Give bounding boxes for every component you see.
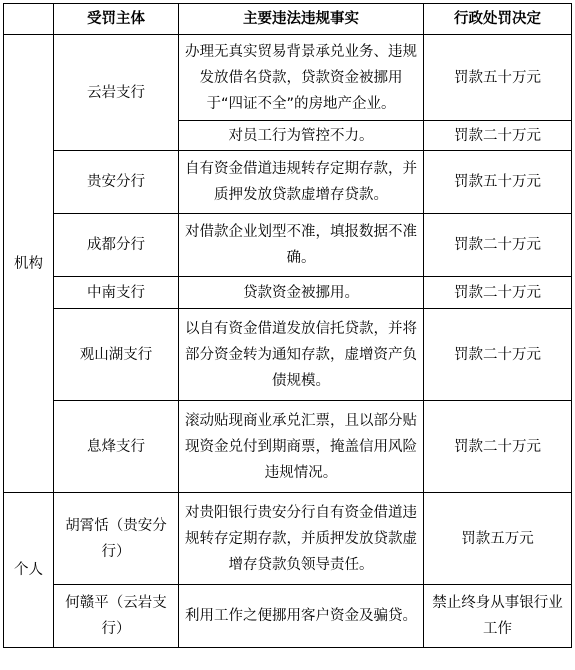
group-individual: 个人 xyxy=(4,493,54,648)
subject-cell: 息烽支行 xyxy=(54,401,179,493)
table-row xyxy=(4,214,572,277)
header-subject: 受罚主体 xyxy=(54,4,179,35)
decision-cell: 罚款二十万元 xyxy=(424,121,572,151)
table-row xyxy=(4,35,572,121)
facts-cell: 对借款企业划型不准，填报数据不准确。 xyxy=(179,214,424,277)
decision-cell: 罚款二十万元 xyxy=(424,309,572,401)
penalty-table xyxy=(3,3,572,648)
facts-cell: 自有资金借道违规转存定期存款，并质押发放贷款虚增存贷款。 xyxy=(179,151,424,214)
decision-cell: 罚款五万元 xyxy=(424,493,572,585)
table-row xyxy=(4,309,572,401)
facts-cell: 对贵阳银行贵安分行自有资金借道违规转存定期存款，并质押发放贷款虚增存贷款负领导责任。 xyxy=(179,493,424,585)
decision-cell: 罚款二十万元 xyxy=(424,277,572,309)
decision-cell: 罚款五十万元 xyxy=(424,151,572,214)
facts-cell: 贷款资金被挪用。 xyxy=(179,277,424,309)
subject-cell: 中南支行 xyxy=(54,277,179,309)
header-facts: 主要违法违规事实 xyxy=(179,4,424,35)
subject-cell: 云岩支行 xyxy=(54,35,179,151)
subject-cell: 贵安分行 xyxy=(54,151,179,214)
table-row xyxy=(4,585,572,648)
table-row xyxy=(4,151,572,214)
table-row xyxy=(4,401,572,493)
subject-cell: 观山湖支行 xyxy=(54,309,179,401)
decision-cell: 罚款五十万元 xyxy=(424,35,572,121)
table-row xyxy=(4,277,572,309)
header-category xyxy=(4,4,54,35)
facts-cell: 对员工行为管控不力。 xyxy=(179,121,424,151)
header-decision: 行政处罚决定 xyxy=(424,4,572,35)
subject-cell: 胡霄恬（贵安分行） xyxy=(54,493,179,585)
decision-cell: 罚款二十万元 xyxy=(424,401,572,493)
facts-cell: 利用工作之便挪用客户资金及骗贷。 xyxy=(179,585,424,648)
decision-cell: 禁止终身从事银行业工作 xyxy=(424,585,572,648)
decision-cell: 罚款二十万元 xyxy=(424,214,572,277)
facts-cell: 以自有资金借道发放信托贷款，并将部分资金转为通知存款，虚增资产负债规模。 xyxy=(179,309,424,401)
facts-cell: 滚动贴现商业承兑汇票，且以部分贴现资金兑付到期商票，掩盖信用风险违规情况。 xyxy=(179,401,424,493)
facts-cell: 办理无真实贸易背景承兑业务、违规发放借名贷款，贷款资金被挪用于“四证不全”的房地产企业。 xyxy=(179,35,424,121)
table-header-row xyxy=(4,4,572,35)
group-institution: 机构 xyxy=(4,35,54,493)
subject-cell: 何赣平（云岩支行） xyxy=(54,585,179,648)
table-row xyxy=(4,493,572,585)
subject-cell: 成都分行 xyxy=(54,214,179,277)
